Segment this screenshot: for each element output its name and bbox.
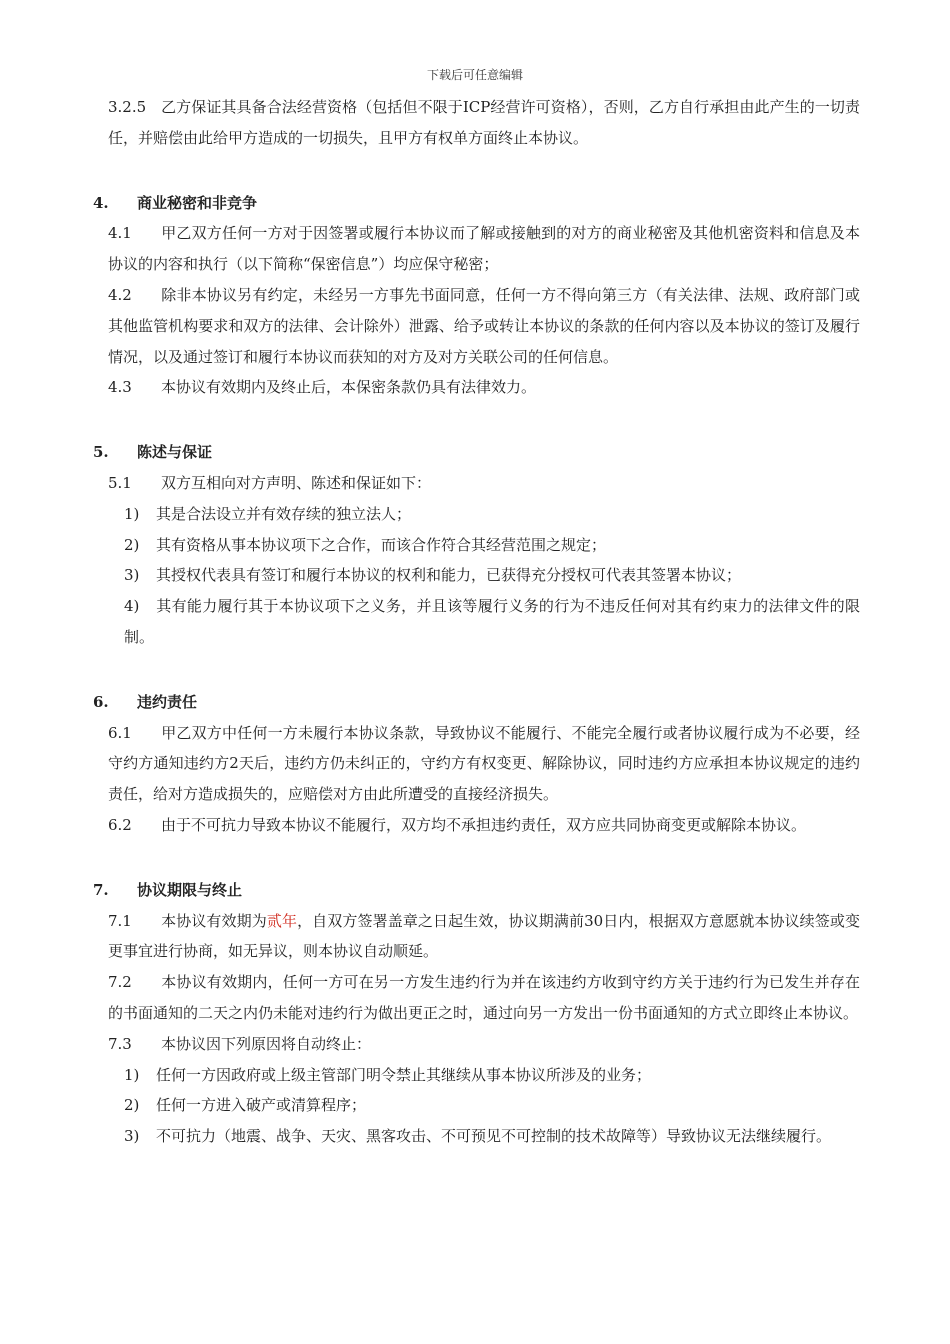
clause-7-3 [108, 1029, 860, 1060]
clause-6-1 [108, 718, 860, 810]
section-number: 6. [93, 692, 109, 711]
list-item [108, 560, 860, 591]
clause-7-2 [108, 967, 860, 1029]
list-number: 3) [124, 566, 140, 585]
clause-4-1 [108, 218, 860, 280]
list-text: 其是合法设立并有效存续的独立法人； [156, 504, 412, 523]
section-title: 商业秘密和非竞争 [137, 193, 258, 212]
clause-4-3 [108, 372, 860, 403]
list-text: 其有资格从事本协议项下之合作，而该合作符合其经营范围之规定； [156, 535, 607, 554]
section-heading-5 [93, 437, 845, 468]
list-item [108, 1121, 860, 1152]
clause-7-1 [108, 906, 860, 968]
clause-number: 4.2 [108, 285, 132, 304]
clause-text: 本协议有效期内，任何一方可在另一方发生违约行为并在该违约方收到守约方关于违约行为已发生并存在的书面通知的二天之内仍未能对违约行为做出更正之时，通过向另一方发出一份书面通知的方式立即终止本协议。 [108, 973, 860, 1022]
clause-text: 本协议因下列原因将自动终止： [161, 1034, 372, 1053]
clause-6-2 [108, 810, 860, 841]
list-item [108, 591, 860, 653]
clause-text-post: ，自双方签署盖章之日起生效，协议期满前30日内，根据双方意愿就本协议续签或变更事宜进行协商，如无异议，则本协议自动顺延。 [108, 911, 860, 961]
section-title: 违约责任 [137, 692, 198, 711]
clause-text: 双方互相向对方声明、陈述和保证如下： [161, 473, 432, 492]
clause-number: 7.3 [108, 1034, 132, 1053]
clause-number: 7.1 [108, 911, 132, 930]
section-number: 7. [93, 880, 109, 899]
clause-number: 4.3 [108, 378, 132, 397]
list-text: 其有能力履行其于本协议项下之义务，并且该等履行义务的行为不违反任何对其有约束力的法律文件的限制。 [124, 597, 860, 646]
list-text: 其授权代表具有签订和履行本协议的权利和能力，已获得充分授权可代表其签署本协议； [156, 566, 742, 585]
clause-text: 由于不可抗力导致本协议不能履行，双方均不承担违约责任，双方应共同协商变更或解除本协议。 [161, 815, 807, 834]
list-text: 任何一方进入破产或清算程序； [156, 1096, 367, 1115]
section-heading-4 [93, 188, 845, 219]
list-number: 2) [124, 535, 140, 554]
list-item [108, 530, 860, 561]
list-number: 1) [124, 1065, 140, 1084]
page-header: 下载后可任意编辑 [426, 68, 523, 82]
list-number: 3) [124, 1127, 140, 1146]
section-title: 协议期限与终止 [137, 880, 243, 899]
clause-number: 5.1 [108, 473, 132, 492]
clause-number: 4.1 [108, 224, 132, 243]
clause-text-pre: 本协议有效期为 [161, 911, 267, 930]
clause-3-2-5 [108, 92, 860, 154]
clause-number: 7.2 [108, 973, 132, 992]
section-number: 4. [93, 193, 109, 212]
list-number: 2) [124, 1096, 140, 1115]
document-body [93, 92, 860, 1152]
clause-text: 甲乙双方任何一方对于因签署或履行本协议而了解或接触到的对方的商业秘密及其他机密资料和信息及本协议的内容和执行（以下简称“保密信息”）均应保守秘密； [108, 224, 860, 274]
list-number: 1) [124, 504, 140, 523]
clause-text: 乙方保证其具备合法经营资格（包括但不限于ICP经营许可资格），否则，乙方自行承担由此产生的一切责任，并赔偿由此给甲方造成的一切损失，且甲方有权单方面终止本协议。 [108, 98, 860, 147]
list-item [108, 1060, 860, 1091]
clause-number: 6.2 [108, 815, 132, 834]
list-item [108, 499, 860, 530]
clause-text: 本协议有效期内及终止后，本保密条款仍具有法律效力。 [161, 378, 537, 397]
list-text: 任何一方因政府或上级主管部门明令禁止其继续从事本协议所涉及的业务； [156, 1065, 652, 1084]
clause-5-1 [108, 468, 860, 499]
list-number: 4) [124, 597, 140, 616]
clause-number: 6.1 [108, 723, 132, 742]
section-number: 5. [93, 443, 109, 462]
highlighted-term: 贰年 [266, 911, 298, 930]
clause-number: 3.2.5 [108, 98, 147, 116]
clause-text: 甲乙双方中任何一方未履行本协议条款，导致协议不能履行、不能完全履行或者协议履行成为不必要，经守约方通知违约方2天后，违约方仍未纠正的，守约方有权变更、解除协议，同时违约方应承担本协议规定的违约责任，给对方造成损失的，应赔偿对方由此所遭受的直接经济损失。 [108, 723, 860, 804]
section-title: 陈述与保证 [137, 443, 213, 462]
clause-4-2 [108, 280, 860, 372]
clause-text: 除非本协议另有约定，未经另一方事先书面同意，任何一方不得向第三方（有关法律、法规、政府部门或其他监管机构要求和双方的法律、会计除外）泄露、给予或转让本协议的条款的任何内容以及本协议的签订及履行情况，以及通过签订和履行本协议而获知的对方及对方关联公司的任何信息。 [108, 285, 860, 366]
section-heading-6 [93, 687, 845, 718]
list-text: 不可抗力（地震、战争、天灾、黑客攻击、不可预见不可控制的技术故障等）导致协议无法继续履行。 [156, 1127, 832, 1146]
section-heading-7 [93, 875, 845, 906]
list-item [108, 1090, 860, 1121]
